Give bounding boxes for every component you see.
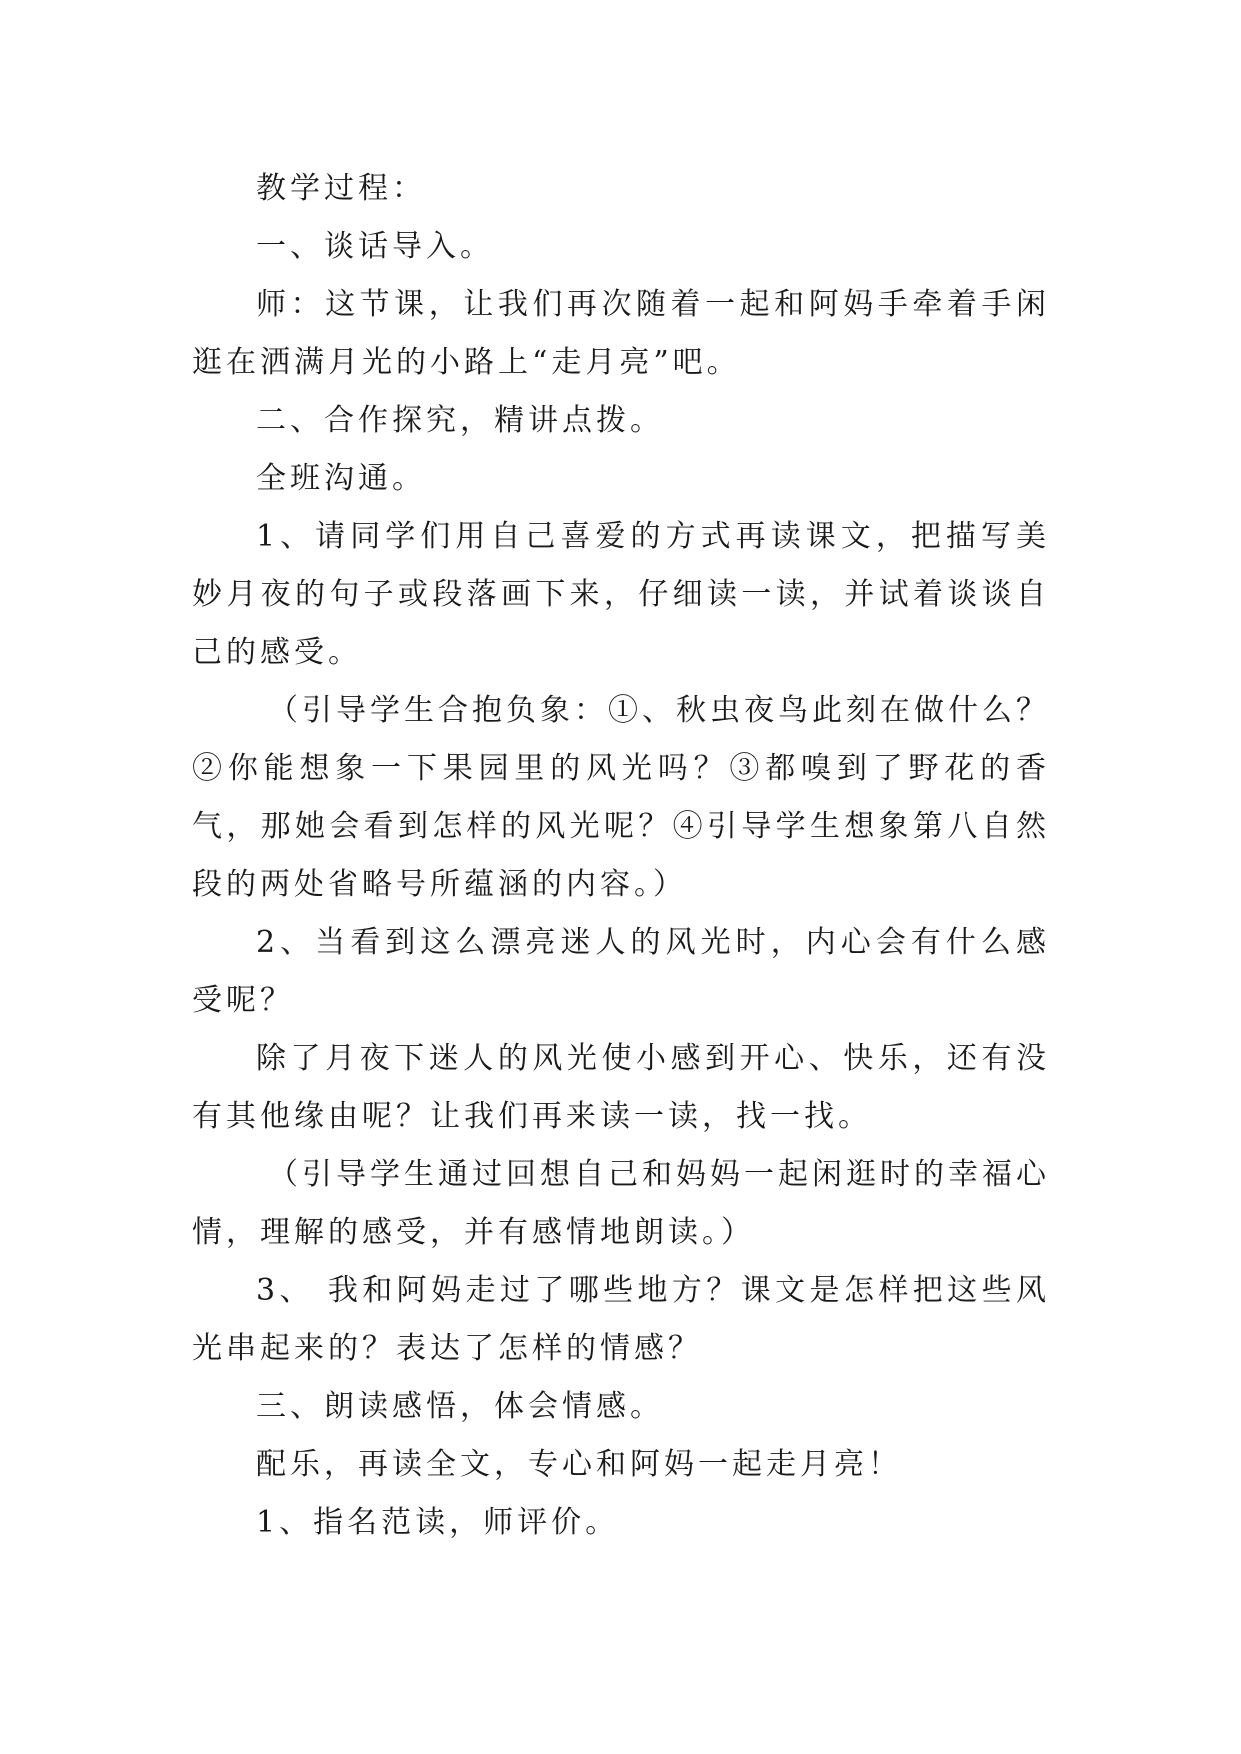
- paragraph-task-2: 2、当看到这么漂亮迷人的风光时，内心会有什么感受呢？: [192, 925, 1050, 1018]
- paragraph-guidance-2: （引导学生通过回想自己和妈妈一起闲逛时的幸福心情，理解的感受，并有感情地朗读。）: [192, 1157, 1050, 1250]
- section-heading-reading: 三、朗读感悟，体会情感。: [256, 1389, 664, 1424]
- paragraph-guidance-1: （引导学生合抱负象：①、秋虫夜鸟此刻在做什么？②你能想象一下果园里的风光吗？③都嗅到了野花的香气，那她会看到怎样的风光呢？④引导学生想象第八自然段的两处省略号所蕴涵的内容。）: [192, 693, 1050, 902]
- section-heading-introduction: 一、谈话导入。: [256, 229, 494, 264]
- paragraph-music-reading: 配乐，再读全文，专心和阿妈一起走月亮！: [256, 1447, 902, 1482]
- paragraph-step-1: 1、指名范读，师评价。: [256, 1505, 620, 1540]
- paragraph-question-reasons: 除了月夜下迷人的风光使小感到开心、快乐，还有没有其他缘由呢？让我们再来读一读，找一找。: [192, 1041, 1050, 1134]
- section-heading-teaching-process: 教学过程：: [256, 171, 426, 206]
- paragraph-class-communication: 全班沟通。: [256, 461, 426, 496]
- paragraph-task-1: 1、请同学们用自己喜爱的方式再读课文，把描写美妙月夜的句子或段落画下来，仔细读一读，并试着谈谈自己的感受。: [192, 519, 1050, 670]
- section-heading-cooperation: 二、合作探究，精讲点拨。: [256, 403, 664, 438]
- paragraph-task-3: 3、 我和阿妈走过了哪些地方？课文是怎样把这些风光串起来的？表达了怎样的情感？: [192, 1273, 1050, 1366]
- paragraph-teacher-intro: 师：这节课，让我们再次随着一起和阿妈手牵着手闲逛在洒满月光的小路上“走月亮”吧。: [192, 287, 1050, 380]
- document-body: [192, 160, 1050, 1552]
